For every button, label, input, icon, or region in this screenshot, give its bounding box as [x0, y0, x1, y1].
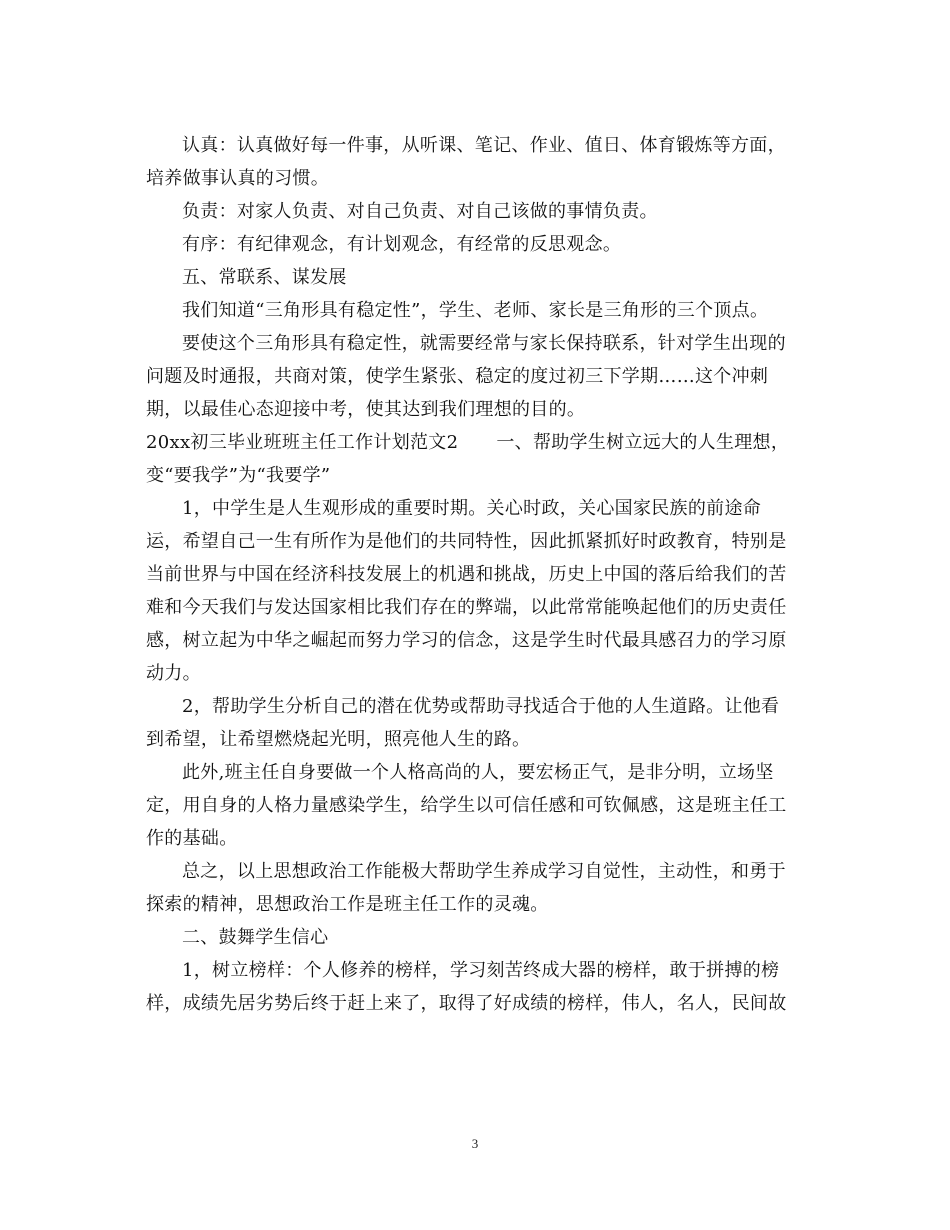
paragraph-line: 认真：认真做好每一件事，从听课、笔记、作业、值日、体育锻炼等方面， [182, 135, 786, 156]
section-title-continuation: 一、帮助学生树立远大的人生理想， [496, 432, 790, 453]
section-heading: 五、常联系、谋发展 [182, 267, 347, 288]
paragraph-line: 负责：对家人负责、对自己负责、对自己该做的事情负责。 [182, 201, 658, 222]
paragraph-line: 难和今天我们与发达国家相比我们存在的弊端，以此常常能唤起他们的历史责任 [146, 597, 787, 618]
paragraph-line: 动力。 [146, 663, 201, 684]
paragraph-line: 到希望，让希望燃烧起光明，照亮他人生的路。 [146, 729, 531, 750]
paragraph-line: 当前世界与中国在经济科技发展上的机遇和挑战，历史上中国的落后给我们的苦 [146, 564, 787, 585]
document-section-title [146, 426, 806, 459]
paragraph-line: 感，树立起为中华之崛起而努力学习的信念，这是学生时代最具感召力的学习原 [146, 630, 787, 651]
section-title-second-line: 变“要我学”为“我要学” [146, 465, 331, 486]
paragraph-line: 探索的精神，思想政治工作是班主任工作的灵魂。 [146, 894, 549, 915]
paragraph-line: 此外,班主任自身要做一个人格高尚的人，要宏杨正气，是非分明，立场坚 [182, 762, 774, 783]
paragraph-line: 2，帮助学生分析自己的潜在优势或帮助寻找适合于他的人生道路。让他看 [182, 696, 780, 717]
paragraph-line: 作的基础。 [146, 828, 238, 849]
paragraph-line: 总之，以上思想政治工作能极大帮助学生养成学习自觉性，主动性，和勇于 [182, 861, 786, 882]
paragraph-line: 1，中学生是人生观形成的重要时期。关心时政，关心国家民族的前途命 [182, 498, 762, 519]
paragraph-line: 样，成绩先居劣势后终于赶上来了，取得了好成绩的榜样，伟人，名人，民间故 [146, 993, 787, 1014]
paragraph-line: 我们知道“三角形具有稳定性”，学生、老师、家长是三角形的三个顶点。 [182, 300, 769, 321]
section-title-text: 20xx初三毕业班班主任工作计划范文2 [146, 432, 459, 453]
paragraph-line: 运，希望自己一生有所作为是他们的共同特性，因此抓紧抓好时政教育，特别是 [146, 531, 787, 552]
document-body [146, 129, 806, 1020]
page-number: 3 [471, 1136, 479, 1151]
paragraph-line: 1，树立榜样：个人修养的榜样，学习刻苦终成大器的榜样，敢于拼搏的榜 [182, 960, 780, 981]
paragraph-line: 有序：有纪律观念，有计划观念，有经常的反思观念。 [182, 234, 622, 255]
paragraph-line: 期，以最佳心态迎接中考，使其达到我们理想的目的。 [146, 399, 586, 420]
paragraph-line: 定，用自身的人格力量感染学生，给学生以可信任感和可钦佩感，这是班主任工 [146, 795, 787, 816]
section-heading: 二、鼓舞学生信心 [182, 927, 329, 948]
paragraph-line: 问题及时通报，共商对策，使学生紧张、稳定的度过初三下学期……这个冲刺 [146, 366, 769, 387]
paragraph-line: 培养做事认真的习惯。 [146, 168, 329, 189]
paragraph-line: 要使这个三角形具有稳定性，就需要经常与家长保持联系，针对学生出现的 [182, 333, 786, 354]
